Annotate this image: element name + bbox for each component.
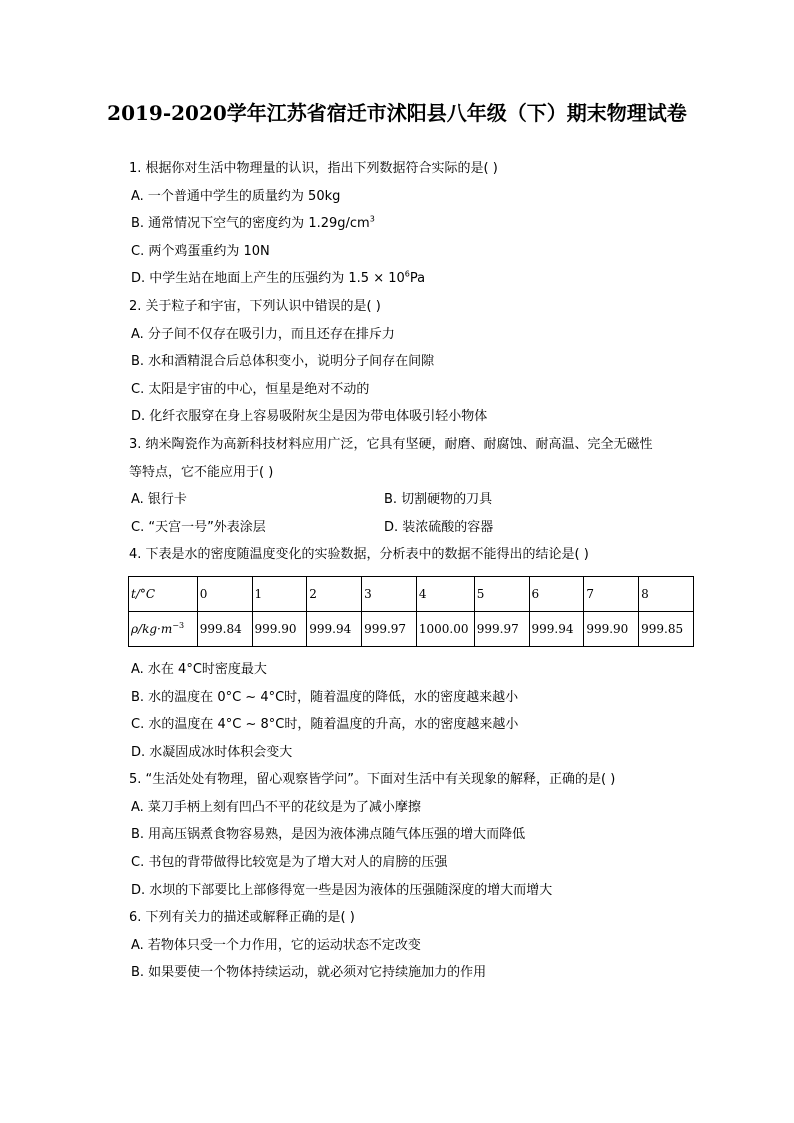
- question-1-option-d-unit: Pa: [409, 271, 426, 287]
- table-cell: 5: [474, 576, 529, 611]
- question-3-options-row-1: [128, 491, 694, 519]
- question-4-option-a: A. 水在 4°C时密度最大: [131, 661, 267, 677]
- question-2-option-c: C. 太阳是宇宙的中心，恒星是绝对不动的: [131, 381, 370, 397]
- question-3-stem-line-2: 等特点，它不能应用于( ): [129, 464, 274, 480]
- table-cell: 999.97: [474, 611, 529, 646]
- question-5-option-d: D. 水坝的下部要比上部修得宽一些是因为液体的压强随深度的增大而增大: [131, 882, 553, 898]
- question-6-option-a: A. 若物体只受一个力作用，它的运动状态不定改变: [131, 937, 421, 953]
- question-2-stem: 2. 关于粒子和宇宙，下列认识中错误的是( ): [129, 298, 381, 314]
- exam-body: [128, 160, 694, 992]
- table-cell: 999.90: [584, 611, 639, 646]
- question-4-option-c: C. 水的温度在 4°C ~ 8°C时，随着温度的升高，水的密度越来越小: [131, 717, 519, 733]
- question-1-option-d: [128, 270, 694, 298]
- table-cell: 4: [416, 576, 474, 611]
- question-1-option-a: A. 一个普通中学生的质量约为 50kg: [131, 188, 341, 204]
- density-table: [128, 576, 694, 647]
- question-1-option-b-exponent: 3: [369, 214, 375, 224]
- question-1-option-b-text: B. 通常情况下空气的密度约为 1.29g/cm: [131, 216, 370, 232]
- table-cell: 0: [197, 576, 252, 611]
- question-1-option-d-exponent: 6: [404, 270, 410, 280]
- table-cell: 999.90: [252, 611, 307, 646]
- question-6-stem: 6. 下列有关力的描述或解释正确的是( ): [129, 910, 355, 926]
- question-5-stem: 5. “生活处处有物理，留心观察皆学问”。下面对生活中有关现象的解释，正确的是( ): [129, 772, 616, 788]
- question-3-options-row-2: [128, 519, 694, 547]
- question-1-stem: 1. 根据你对生活中物理量的认识，指出下列数据符合实际的是( ): [129, 161, 498, 176]
- question-3-stem-line-1: 3. 纳米陶瓷作为高新科技材料应用广泛，它具有坚硬，耐磨、耐腐蚀、耐高温、完全无磁性: [129, 436, 653, 452]
- page-title: 2019-2020学年江苏省宿迁市沭阳县八年级（下）期末物理试卷: [107, 101, 687, 125]
- question-2-option-a: A. 分子间不仅存在吸引力，而且还存在排斥力: [131, 326, 395, 342]
- table-cell: 3: [362, 576, 417, 611]
- table-cell: 999.94: [307, 611, 362, 646]
- question-3-option-c: C. “天宫一号”外表涂层: [131, 519, 266, 535]
- table-header-density: $\rho/kg\cdot m^{-3}$: [129, 611, 198, 646]
- table-cell: 1: [252, 576, 307, 611]
- question-4-option-d: D. 水凝固成冰时体积会变大: [131, 744, 293, 760]
- table-cell: 999.84: [197, 611, 252, 646]
- question-1-option-b: [128, 215, 694, 243]
- question-5-option-b: B. 用高压锅煮食物容易熟，是因为液体沸点随气体压强的增大而降低: [131, 827, 526, 843]
- question-4-stem: 4. 下表是水的密度随温度变化的实验数据，分析表中的数据不能得出的结论是( ): [129, 547, 589, 563]
- question-4-option-b: B. 水的温度在 0°C ~ 4°C时，随着温度的降低，水的密度越来越小: [131, 689, 519, 705]
- table-cell: 8: [639, 576, 694, 611]
- question-5-option-c: C. 书包的背带做得比较宽是为了增大对人的肩膀的压强: [131, 855, 448, 871]
- table-cell: 1000.00: [416, 611, 474, 646]
- question-3-option-d: D. 装浓硫酸的容器: [384, 519, 494, 535]
- table-row-density: [129, 611, 694, 646]
- question-6-option-b: B. 如果要使一个物体持续运动，就必须对它持续施加力的作用: [131, 965, 487, 981]
- question-1-option-c: C. 两个鸡蛋重约为 10N: [131, 243, 270, 259]
- question-2-option-b: B. 水和酒精混合后总体积变小，说明分子间存在间隙: [131, 354, 435, 370]
- question-3-option-b: B. 切割硬物的刀具: [384, 492, 493, 508]
- table-header-temperature: t/°C: [129, 576, 198, 611]
- table-cell: 999.85: [639, 611, 694, 646]
- question-1-option-d-text: D. 中学生站在地面上产生的压强约为 1.5 × 10: [131, 271, 405, 287]
- question-5-option-a: A. 菜刀手柄上刻有凹凸不平的花纹是为了减小摩擦: [131, 799, 421, 815]
- question-3-option-a: A. 银行卡: [131, 492, 187, 508]
- table-cell: 999.94: [529, 611, 584, 646]
- table-row-temperature: [129, 576, 694, 611]
- question-2-option-d: D. 化纤衣服穿在身上容易吸附灰尘是因为带电体吸引轻小物体: [131, 409, 488, 425]
- table-cell: 6: [529, 576, 584, 611]
- table-cell: 999.97: [362, 611, 417, 646]
- table-cell: 7: [584, 576, 639, 611]
- table-cell: 2: [307, 576, 362, 611]
